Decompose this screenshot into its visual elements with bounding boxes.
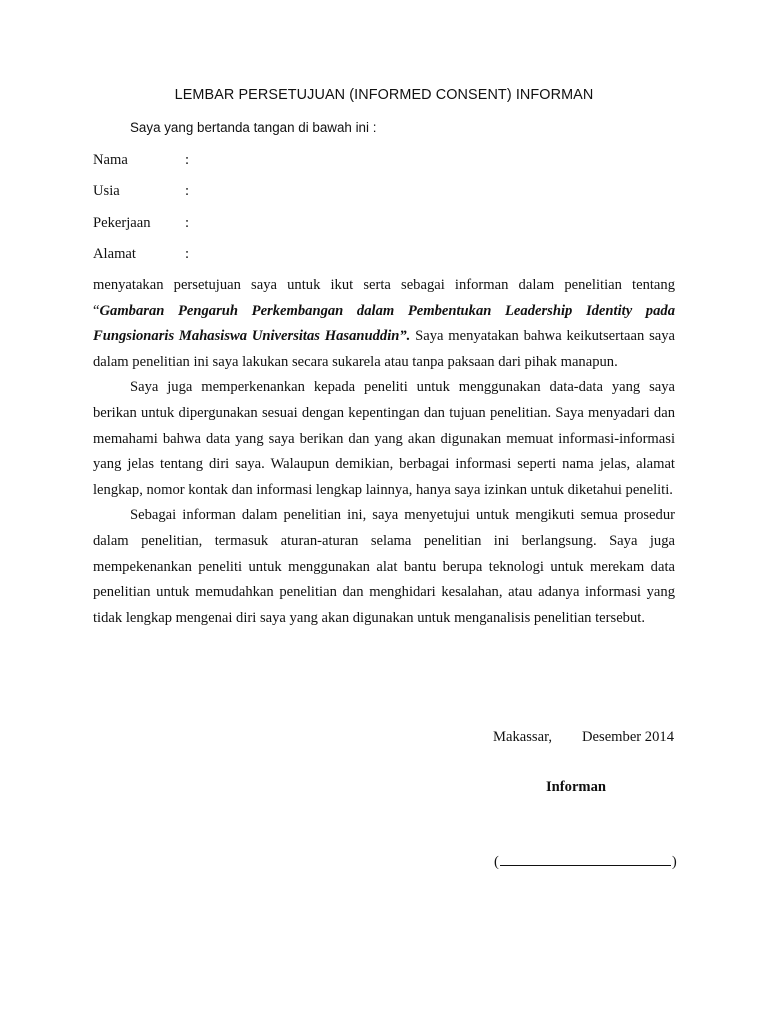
document-title: LEMBAR PERSETUJUAN (INFORMED CONSENT) INFORMAN [174, 87, 594, 103]
field-name-label: Nama [93, 152, 128, 168]
intro-statement: Saya yang bertanda tangan di bawah ini : [130, 120, 377, 135]
signature-line [500, 851, 671, 866]
field-age-label: Usia [93, 183, 120, 199]
paragraph-consent-statement [93, 273, 675, 375]
paragraph-data-permission: Saya juga memperkenankan kepada peneliti untuk menggunakan data-data yang saya berikan untuk dipergunakan sesuai dengan kepentingan dan tujuan penelitian. Saya menyadari dan memahami bahwa data yang saya berikan dan yang akan digunakan memuat informasi-informasi yang jelas tentang diri saya. Walaupun demikian, berbagai informasi seperti nama jelas, alamat lengkap, nomor kontak dan informasi lengkap lainnya, hanya saya izinkan untuk diketahui peneliti. [93, 379, 675, 498]
signature-field [494, 851, 677, 871]
consent-body [93, 273, 675, 631]
consent-lead-text: menyatakan persetujuan saya untuk ikut serta sebagai informan dalam penelitian tentang “ [93, 277, 675, 319]
signatory-role: Informan [546, 779, 606, 795]
field-address-separator: : [185, 246, 190, 262]
place-date [493, 729, 674, 746]
field-address-label: Alamat [93, 246, 136, 262]
consent-rest-text: Saya menyatakan bahwa keikutsertaan saya dalam penelitian ini saya lakukan secara sukarela atau tanpa paksaan dari pihak manapun. [93, 328, 676, 370]
field-occupation-label: Pekerjaan [93, 215, 151, 231]
signature-close-paren: ) [671, 854, 677, 870]
study-title: Gambaran Pengaruh Perkembangan dalam Pembentukan Leadership Identity pada Fungsionaris Mahasiswa Universitas Hasanuddin”. [93, 302, 675, 345]
field-name-separator: : [185, 152, 190, 168]
paragraph-procedure-agreement: Sebagai informan dalam penelitian ini, saya menyetujui untuk mengikuti semua prosedur dalam penelitian, termasuk aturan-aturan selama penelitian ini berlangsung. Saya juga mempekenankan peneliti untuk menggunakan alat bantu berupa teknologi untuk merekam data penelitian untuk memudahkan penelitian dan menghidari kesalahan, atau adanya informasi yang tidak lengkap mengenai diri saya yang akan digunakan untuk menganalisis penelitian tersebut. [93, 507, 675, 626]
date-text: Desember 2014 [582, 729, 674, 745]
field-occupation-separator: : [185, 215, 190, 231]
place-text: Makassar, [493, 729, 552, 745]
field-age-separator: : [185, 183, 190, 199]
signature-open-paren: ( [494, 854, 499, 870]
